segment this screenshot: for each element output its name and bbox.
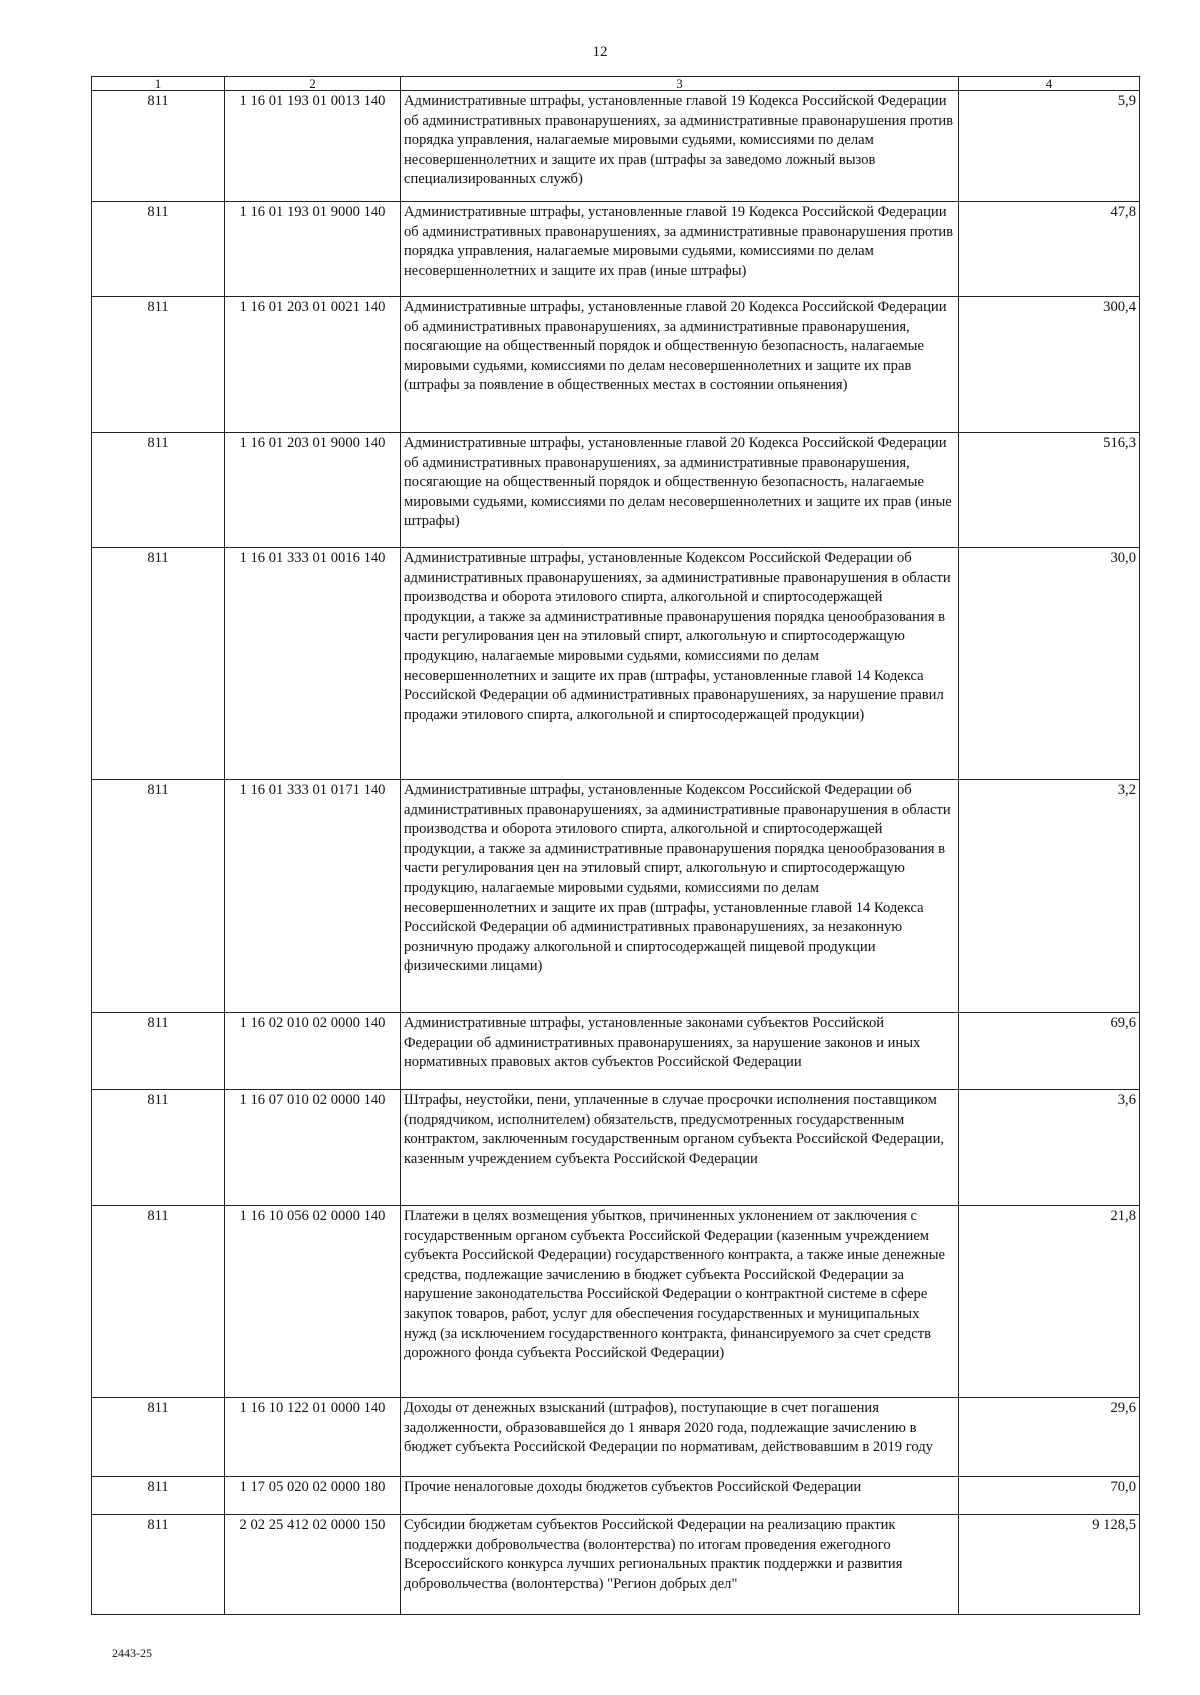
- budget-code-cell: 1 16 10 056 02 0000 140: [225, 1206, 401, 1398]
- table-header-row: [92, 77, 1140, 91]
- budget-code-cell: 1 16 01 333 01 0171 140: [225, 780, 401, 1013]
- revenue-name-cell: Субсидии бюджетам субъектов Российской Федерации на реализацию практик поддержки добровольчества (волонтерства) по итогам проведения ежегодного Всероссийского конкурса лучших региональных практик поддержки и развития добровольчества (волонтерства) "Регион добрых дел": [401, 1515, 959, 1615]
- admin-code-cell: 811: [92, 1090, 225, 1206]
- admin-code-cell: 811: [92, 780, 225, 1013]
- amount-cell: 30,0: [959, 548, 1140, 780]
- amount-cell: 21,8: [959, 1206, 1140, 1398]
- admin-code-cell: 811: [92, 548, 225, 780]
- revenue-name-cell: Административные штрафы, установленные Кодексом Российской Федерации об административных правонарушениях, за административные правонарушения в области производства и оборота этилового спирта, алкогольной и спиртосодержащей продукции, а также за административные правонарушения порядка ценообразования в части регулирования цен на этиловый спирт, алкогольную и спиртосодержащую продукцию, налагаемые мировыми судьями, комиссиями по делам несовершеннолетних и защите их прав (штрафы, установленные главой 14 Кодекса Российской Федерации об административных правонарушениях, за нарушение правил продажи этилового спирта, алкогольной и спиртосодержащей продукции): [401, 548, 959, 780]
- amount-cell: 516,3: [959, 433, 1140, 548]
- amount-cell: 5,9: [959, 91, 1140, 202]
- amount-cell: 3,2: [959, 780, 1140, 1013]
- admin-code-cell: 811: [92, 297, 225, 433]
- table-row: [92, 433, 1140, 548]
- revenue-name-cell: Административные штрафы, установленные Кодексом Российской Федерации об административных правонарушениях, за административные правонарушения в области производства и оборота этилового спирта, алкогольной и спиртосодержащей продукции, а также за административные правонарушения порядка ценообразования в части регулирования цен на этиловый спирт, алкогольную и спиртосодержащую продукцию, налагаемые мировыми судьями, комиссиями по делам несовершеннолетних и защите их прав (штрафы, установленные главой 14 Кодекса Российской Федерации об административных правонарушениях, за незаконную розничную продажу алкогольной и спиртосодержащей пищевой продукции физическими лицами): [401, 780, 959, 1013]
- table-row: [92, 1206, 1140, 1398]
- column-header-3: 3: [401, 77, 959, 91]
- revenue-name-cell: Прочие неналоговые доходы бюджетов субъектов Российской Федерации: [401, 1477, 959, 1515]
- column-header-4: 4: [959, 77, 1140, 91]
- column-header-2: 2: [225, 77, 401, 91]
- table-row: [92, 91, 1140, 202]
- budget-code-cell: 1 16 02 010 02 0000 140: [225, 1013, 401, 1090]
- amount-cell: 9 128,5: [959, 1515, 1140, 1615]
- table-row: [92, 297, 1140, 433]
- table-row: [92, 1515, 1140, 1615]
- budget-code-cell: 1 16 10 122 01 0000 140: [225, 1398, 401, 1477]
- admin-code-cell: 811: [92, 1206, 225, 1398]
- amount-cell: 300,4: [959, 297, 1140, 433]
- budget-code-cell: 1 16 01 203 01 9000 140: [225, 433, 401, 548]
- budget-code-cell: 1 16 01 333 01 0016 140: [225, 548, 401, 780]
- amount-cell: 29,6: [959, 1398, 1140, 1477]
- budget-code-cell: 1 16 01 193 01 9000 140: [225, 202, 401, 297]
- table-row: [92, 1090, 1140, 1206]
- revenue-name-cell: Административные штрафы, установленные главой 19 Кодекса Российской Федерации об административных правонарушениях, за административные правонарушения против порядка управления, налагаемые мировыми судьями, комиссиями по делам несовершеннолетних и защите их прав (штрафы за заведомо ложный вызов специализированных служб): [401, 91, 959, 202]
- amount-cell: 70,0: [959, 1477, 1140, 1515]
- budget-code-cell: 2 02 25 412 02 0000 150: [225, 1515, 401, 1615]
- budget-code-cell: 1 16 01 203 01 0021 140: [225, 297, 401, 433]
- column-header-1: 1: [92, 77, 225, 91]
- budget-code-cell: 1 16 07 010 02 0000 140: [225, 1090, 401, 1206]
- table-row: [92, 202, 1140, 297]
- table-row: [92, 548, 1140, 780]
- budget-revenue-table: [91, 76, 1140, 1615]
- admin-code-cell: 811: [92, 202, 225, 297]
- table-row: [92, 1398, 1140, 1477]
- budget-code-cell: 1 16 01 193 01 0013 140: [225, 91, 401, 202]
- amount-cell: 69,6: [959, 1013, 1140, 1090]
- admin-code-cell: 811: [92, 1398, 225, 1477]
- document-code: 2443-25: [112, 1646, 152, 1660]
- revenue-name-cell: Административные штрафы, установленные главой 20 Кодекса Российской Федерации об административных правонарушениях, за административные правонарушения, посягающие на общественный порядок и общественную безопасность, налагаемые мировыми судьями, комиссиями по делам несовершеннолетних и защите их прав (иные штрафы): [401, 433, 959, 548]
- admin-code-cell: 811: [92, 91, 225, 202]
- budget-code-cell: 1 17 05 020 02 0000 180: [225, 1477, 401, 1515]
- admin-code-cell: 811: [92, 1515, 225, 1615]
- page-number: 12: [592, 44, 608, 60]
- table-row: [92, 1477, 1140, 1515]
- admin-code-cell: 811: [92, 433, 225, 548]
- admin-code-cell: 811: [92, 1477, 225, 1515]
- amount-cell: 47,8: [959, 202, 1140, 297]
- revenue-name-cell: Доходы от денежных взысканий (штрафов), поступающие в счет погашения задолженности, образовавшейся до 1 января 2020 года, подлежащие зачислению в бюджет субъекта Российской Федерации по нормативам, действовавшим в 2019 году: [401, 1398, 959, 1477]
- revenue-name-cell: Административные штрафы, установленные главой 20 Кодекса Российской Федерации об административных правонарушениях, за административные правонарушения, посягающие на общественный порядок и общественную безопасность, налагаемые мировыми судьями, комиссиями по делам несовершеннолетних и защите их прав (штрафы за появление в общественных местах в состоянии опьянения): [401, 297, 959, 433]
- revenue-name-cell: Платежи в целях возмещения убытков, причиненных уклонением от заключения с государственным органом субъекта Российской Федерации (казенным учреждением субъекта Российской Федерации) государственного контракта, а также иные денежные средства, подлежащие зачислению в бюджет субъекта Российской Федерации за нарушение законодательства Российской Федерации о контрактной системе в сфере закупок товаров, работ, услуг для обеспечения государственных и муниципальных нужд (за исключением государственного контракта, финансируемого за счет средств дорожного фонда субъекта Российской Федерации): [401, 1206, 959, 1398]
- table-row: [92, 780, 1140, 1013]
- admin-code-cell: 811: [92, 1013, 225, 1090]
- revenue-name-cell: Административные штрафы, установленные главой 19 Кодекса Российской Федерации об административных правонарушениях, за административные правонарушения против порядка управления, налагаемые мировыми судьями, комиссиями по делам несовершеннолетних и защите их прав (иные штрафы): [401, 202, 959, 297]
- table-row: [92, 1013, 1140, 1090]
- revenue-name-cell: Штрафы, неустойки, пени, уплаченные в случае просрочки исполнения поставщиком (подрядчиком, исполнителем) обязательств, предусмотренных государственным контрактом, заключенным государственным органом субъекта Российской Федерации, казенным учреждением субъекта Российской Федерации: [401, 1090, 959, 1206]
- amount-cell: 3,6: [959, 1090, 1140, 1206]
- revenue-name-cell: Административные штрафы, установленные законами субъектов Российской Федерации об административных правонарушениях, за нарушение законов и иных нормативных правовых актов субъектов Российской Федерации: [401, 1013, 959, 1090]
